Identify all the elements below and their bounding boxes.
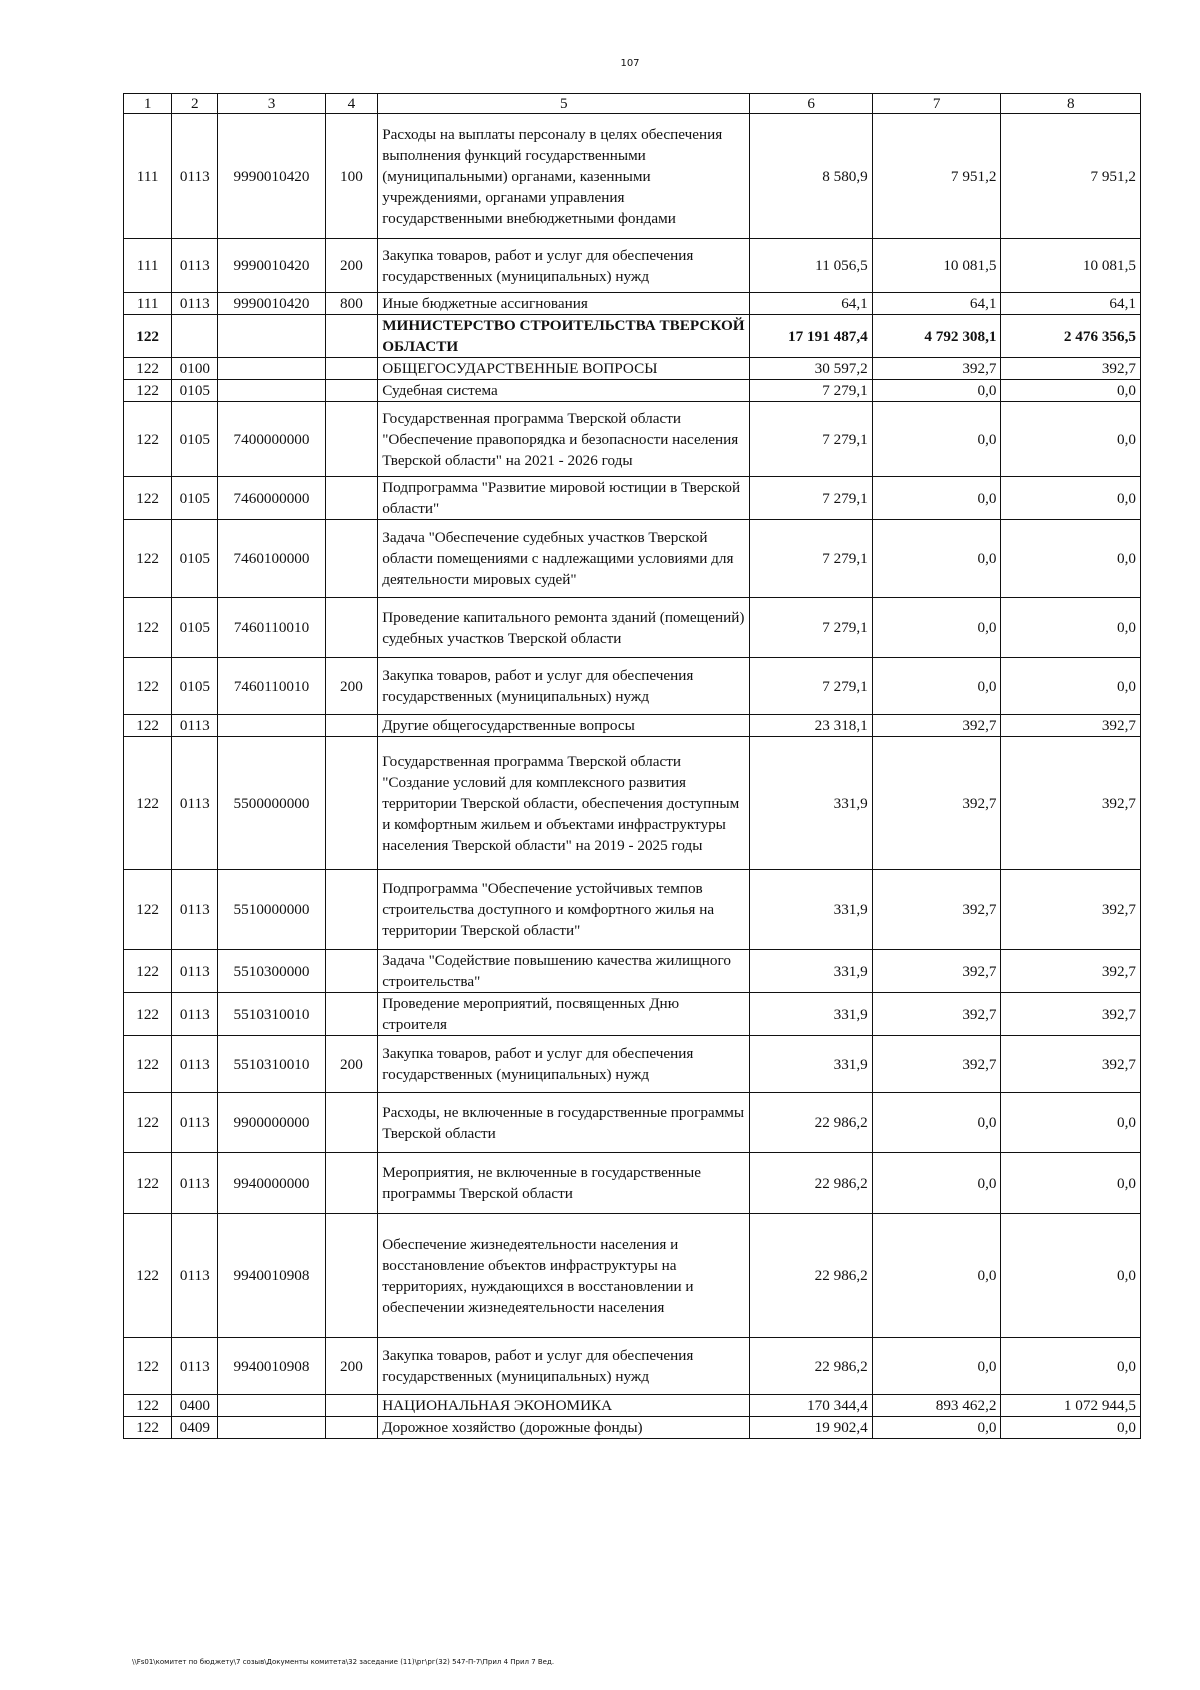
cell-expense-type: [325, 1093, 378, 1153]
cell-target-article: 5510300000: [218, 950, 325, 993]
cell-gov-code: 122: [124, 1417, 172, 1439]
header-cell: 7: [872, 94, 1001, 114]
cell-description: Закупка товаров, работ и услуг для обеспечения государственных (муниципальных) нужд: [378, 658, 750, 715]
cell-target-article: 7460110010: [218, 598, 325, 658]
cell-amount-col6: 22 986,2: [750, 1093, 872, 1153]
cell-description: Дорожное хозяйство (дорожные фонды): [378, 1417, 750, 1439]
cell-section: 0113: [172, 1153, 218, 1214]
cell-description: Государственная программа Тверской области "Обеспечение правопорядка и безопасности населения Тверской области" на 2021 - 2026 годы: [378, 402, 750, 477]
cell-section: 0400: [172, 1395, 218, 1417]
cell-amount-col8: 0,0: [1001, 1214, 1141, 1338]
header-cell: 4: [325, 94, 378, 114]
cell-amount-col7: 0,0: [872, 658, 1001, 715]
cell-amount-col7: 392,7: [872, 737, 1001, 870]
table-row: [124, 1417, 1141, 1439]
cell-amount-col7: 893 462,2: [872, 1395, 1001, 1417]
cell-amount-col7: 392,7: [872, 1036, 1001, 1093]
cell-target-article: 5510310010: [218, 993, 325, 1036]
header-cell: 3: [218, 94, 325, 114]
cell-target-article: 9940010908: [218, 1214, 325, 1338]
cell-target-article: 7460000000: [218, 477, 325, 520]
cell-description: Расходы, не включенные в государственные программы Тверской области: [378, 1093, 750, 1153]
table-row: [124, 402, 1141, 477]
cell-amount-col8: 392,7: [1001, 1036, 1141, 1093]
cell-target-article: 9990010420: [218, 239, 325, 293]
cell-expense-type: [325, 358, 378, 380]
table-header-row: [124, 94, 1141, 114]
cell-gov-code: 122: [124, 598, 172, 658]
table-row: [124, 1338, 1141, 1395]
table-row: [124, 598, 1141, 658]
cell-amount-col7: 0,0: [872, 1093, 1001, 1153]
cell-gov-code: 122: [124, 870, 172, 950]
cell-description: Задача "Обеспечение судебных участков Тверской области помещениями с надлежащими условиями для деятельности мировых судей": [378, 520, 750, 598]
cell-expense-type: [325, 1214, 378, 1338]
cell-target-article: 9900000000: [218, 1093, 325, 1153]
table-row: [124, 114, 1141, 239]
cell-description: Закупка товаров, работ и услуг для обеспечения государственных (муниципальных) нужд: [378, 1338, 750, 1395]
cell-amount-col8: 392,7: [1001, 870, 1141, 950]
cell-amount-col8: 0,0: [1001, 1338, 1141, 1395]
cell-section: 0113: [172, 239, 218, 293]
cell-amount-col6: 331,9: [750, 737, 872, 870]
table-row: [124, 993, 1141, 1036]
cell-expense-type: [325, 1417, 378, 1439]
table-row: [124, 477, 1141, 520]
cell-gov-code: 122: [124, 520, 172, 598]
cell-amount-col7: 392,7: [872, 358, 1001, 380]
cell-expense-type: 200: [325, 239, 378, 293]
cell-amount-col6: 7 279,1: [750, 477, 872, 520]
cell-section: 0113: [172, 114, 218, 239]
table-row: [124, 715, 1141, 737]
cell-gov-code: 122: [124, 737, 172, 870]
cell-amount-col7: 0,0: [872, 1214, 1001, 1338]
cell-expense-type: [325, 520, 378, 598]
cell-section: 0113: [172, 1093, 218, 1153]
cell-description: Иные бюджетные ассигнования: [378, 293, 750, 315]
cell-amount-col8: 0,0: [1001, 380, 1141, 402]
header-cell: 5: [378, 94, 750, 114]
cell-target-article: 7460100000: [218, 520, 325, 598]
cell-expense-type: [325, 598, 378, 658]
header-cell: 2: [172, 94, 218, 114]
file-path-footer: \\Fs01\комитет по бюджету\7 созыв\Документы комитета\32 заседание (11)\рг\рг(32) 547-П-7\Прил 4 Прил 7 Вед.: [132, 1658, 555, 1666]
cell-amount-col6: 17 191 487,4: [750, 315, 872, 358]
header-cell: 1: [124, 94, 172, 114]
cell-target-article: 5510310010: [218, 1036, 325, 1093]
cell-amount-col8: 0,0: [1001, 1153, 1141, 1214]
cell-description: Другие общегосударственные вопросы: [378, 715, 750, 737]
cell-gov-code: 122: [124, 380, 172, 402]
cell-gov-code: 122: [124, 658, 172, 715]
cell-section: 0113: [172, 950, 218, 993]
cell-amount-col8: 0,0: [1001, 1417, 1141, 1439]
cell-target-article: 9990010420: [218, 114, 325, 239]
cell-expense-type: [325, 737, 378, 870]
cell-description: Государственная программа Тверской области "Создание условий для комплексного развития территории Тверской области, обеспечения доступным и комфортным жильем и объектами инфраструктуры населения Тверской области" на 2019 - 2025 годы: [378, 737, 750, 870]
cell-target-article: [218, 715, 325, 737]
cell-target-article: 7400000000: [218, 402, 325, 477]
table-row: [124, 380, 1141, 402]
cell-section: 0105: [172, 598, 218, 658]
table-row: [124, 239, 1141, 293]
cell-target-article: [218, 1417, 325, 1439]
table-row: [124, 950, 1141, 993]
cell-amount-col7: 64,1: [872, 293, 1001, 315]
cell-target-article: 7460110010: [218, 658, 325, 715]
cell-target-article: 5500000000: [218, 737, 325, 870]
cell-amount-col6: 23 318,1: [750, 715, 872, 737]
cell-description: Судебная система: [378, 380, 750, 402]
cell-expense-type: 100: [325, 114, 378, 239]
cell-amount-col6: 11 056,5: [750, 239, 872, 293]
cell-amount-col6: 22 986,2: [750, 1338, 872, 1395]
cell-amount-col6: 8 580,9: [750, 114, 872, 239]
cell-description: Обеспечение жизнедеятельности населения и восстановление объектов инфраструктуры на территориях, нуждающихся в восстановлении и обеспечении жизнедеятельности населения: [378, 1214, 750, 1338]
table-row: [124, 358, 1141, 380]
cell-amount-col7: 0,0: [872, 402, 1001, 477]
cell-section: 0100: [172, 358, 218, 380]
cell-gov-code: 122: [124, 1214, 172, 1338]
cell-section: 0113: [172, 1338, 218, 1395]
cell-expense-type: [325, 950, 378, 993]
cell-gov-code: 111: [124, 239, 172, 293]
cell-section: 0105: [172, 402, 218, 477]
cell-expense-type: [325, 870, 378, 950]
cell-section: 0113: [172, 737, 218, 870]
cell-description: Расходы на выплаты персоналу в целях обеспечения выполнения функций государственными (муниципальными) органами, казенными учреждениями, органами управления государственными внебюджетными фондами: [378, 114, 750, 239]
cell-amount-col6: 7 279,1: [750, 380, 872, 402]
cell-gov-code: 122: [124, 358, 172, 380]
cell-target-article: 9940010908: [218, 1338, 325, 1395]
cell-amount-col8: 0,0: [1001, 520, 1141, 598]
cell-description: Проведение мероприятий, посвященных Дню строителя: [378, 993, 750, 1036]
cell-target-article: [218, 380, 325, 402]
cell-amount-col8: 0,0: [1001, 402, 1141, 477]
cell-target-article: [218, 1395, 325, 1417]
cell-amount-col6: 7 279,1: [750, 658, 872, 715]
cell-section: 0409: [172, 1417, 218, 1439]
table-row: [124, 870, 1141, 950]
cell-amount-col8: 10 081,5: [1001, 239, 1141, 293]
cell-gov-code: 122: [124, 950, 172, 993]
cell-amount-col7: 10 081,5: [872, 239, 1001, 293]
cell-gov-code: 111: [124, 293, 172, 315]
cell-description: ОБЩЕГОСУДАРСТВЕННЫЕ ВОПРОСЫ: [378, 358, 750, 380]
table-row: [124, 658, 1141, 715]
cell-gov-code: 122: [124, 315, 172, 358]
cell-amount-col8: 2 476 356,5: [1001, 315, 1141, 358]
cell-amount-col8: 0,0: [1001, 477, 1141, 520]
cell-target-article: 5510000000: [218, 870, 325, 950]
cell-section: 0105: [172, 520, 218, 598]
cell-amount-col7: 0,0: [872, 1338, 1001, 1395]
cell-section: 0113: [172, 715, 218, 737]
cell-gov-code: 122: [124, 1395, 172, 1417]
cell-description: МИНИСТЕРСТВО СТРОИТЕЛЬСТВА ТВЕРСКОЙ ОБЛАСТИ: [378, 315, 750, 358]
cell-expense-type: 200: [325, 1338, 378, 1395]
cell-amount-col6: 19 902,4: [750, 1417, 872, 1439]
table-row: [124, 1153, 1141, 1214]
cell-amount-col8: 0,0: [1001, 1093, 1141, 1153]
cell-description: Мероприятия, не включенные в государственные программы Тверской области: [378, 1153, 750, 1214]
cell-description: Задача "Содействие повышению качества жилищного строительства": [378, 950, 750, 993]
header-cell: 6: [750, 94, 872, 114]
cell-expense-type: [325, 1395, 378, 1417]
cell-gov-code: 122: [124, 993, 172, 1036]
cell-amount-col8: 392,7: [1001, 358, 1141, 380]
cell-gov-code: 122: [124, 1093, 172, 1153]
cell-expense-type: [325, 477, 378, 520]
cell-amount-col6: 331,9: [750, 1036, 872, 1093]
cell-amount-col7: 7 951,2: [872, 114, 1001, 239]
cell-section: 0113: [172, 1036, 218, 1093]
cell-target-article: 9990010420: [218, 293, 325, 315]
cell-amount-col6: 331,9: [750, 870, 872, 950]
cell-description: НАЦИОНАЛЬНАЯ ЭКОНОМИКА: [378, 1395, 750, 1417]
table-row: [124, 1214, 1141, 1338]
cell-amount-col8: 7 951,2: [1001, 114, 1141, 239]
cell-amount-col7: 0,0: [872, 520, 1001, 598]
cell-amount-col7: 392,7: [872, 870, 1001, 950]
cell-expense-type: 200: [325, 658, 378, 715]
cell-amount-col8: 392,7: [1001, 993, 1141, 1036]
table-row: [124, 737, 1141, 870]
cell-expense-type: [325, 380, 378, 402]
cell-section: 0113: [172, 993, 218, 1036]
cell-gov-code: 122: [124, 1153, 172, 1214]
cell-amount-col6: 331,9: [750, 950, 872, 993]
table-row: [124, 1395, 1141, 1417]
cell-amount-col6: 7 279,1: [750, 520, 872, 598]
cell-section: 0113: [172, 870, 218, 950]
cell-amount-col6: 7 279,1: [750, 598, 872, 658]
cell-gov-code: 122: [124, 715, 172, 737]
cell-amount-col6: 22 986,2: [750, 1214, 872, 1338]
cell-section: 0105: [172, 658, 218, 715]
table-row: [124, 293, 1141, 315]
cell-amount-col7: 0,0: [872, 598, 1001, 658]
cell-amount-col6: 170 344,4: [750, 1395, 872, 1417]
header-cell: 8: [1001, 94, 1141, 114]
cell-section: 0113: [172, 293, 218, 315]
table-row: [124, 1036, 1141, 1093]
cell-description: Закупка товаров, работ и услуг для обеспечения государственных (муниципальных) нужд: [378, 239, 750, 293]
cell-amount-col7: 0,0: [872, 477, 1001, 520]
cell-description: Закупка товаров, работ и услуг для обеспечения государственных (муниципальных) нужд: [378, 1036, 750, 1093]
cell-expense-type: 800: [325, 293, 378, 315]
cell-description: Проведение капитального ремонта зданий (помещений) судебных участков Тверской области: [378, 598, 750, 658]
cell-section: 0105: [172, 380, 218, 402]
cell-amount-col6: 64,1: [750, 293, 872, 315]
cell-expense-type: [325, 1153, 378, 1214]
cell-target-article: [218, 315, 325, 358]
cell-amount-col8: 0,0: [1001, 658, 1141, 715]
cell-amount-col7: 392,7: [872, 950, 1001, 993]
cell-amount-col8: 392,7: [1001, 950, 1141, 993]
cell-amount-col7: 0,0: [872, 1153, 1001, 1214]
cell-target-article: [218, 358, 325, 380]
cell-expense-type: [325, 993, 378, 1036]
cell-amount-col8: 392,7: [1001, 715, 1141, 737]
budget-table: [123, 93, 1141, 1439]
cell-gov-code: 122: [124, 477, 172, 520]
cell-section: [172, 315, 218, 358]
cell-amount-col7: 392,7: [872, 993, 1001, 1036]
cell-gov-code: 122: [124, 1338, 172, 1395]
cell-description: Подпрограмма "Обеспечение устойчивых темпов строительства доступного и комфортного жилья на территории Тверской области": [378, 870, 750, 950]
cell-expense-type: 200: [325, 1036, 378, 1093]
cell-amount-col7: 4 792 308,1: [872, 315, 1001, 358]
cell-amount-col7: 0,0: [872, 380, 1001, 402]
cell-description: Подпрограмма "Развитие мировой юстиции в Тверской области": [378, 477, 750, 520]
cell-expense-type: [325, 402, 378, 477]
cell-gov-code: 111: [124, 114, 172, 239]
cell-amount-col7: 392,7: [872, 715, 1001, 737]
cell-amount-col6: 30 597,2: [750, 358, 872, 380]
cell-gov-code: 122: [124, 1036, 172, 1093]
table-row: [124, 315, 1141, 358]
cell-expense-type: [325, 315, 378, 358]
cell-amount-col8: 392,7: [1001, 737, 1141, 870]
cell-amount-col6: 22 986,2: [750, 1153, 872, 1214]
cell-section: 0105: [172, 477, 218, 520]
cell-section: 0113: [172, 1214, 218, 1338]
cell-amount-col6: 331,9: [750, 993, 872, 1036]
cell-amount-col8: 1 072 944,5: [1001, 1395, 1141, 1417]
page-number: 107: [620, 58, 640, 69]
cell-target-article: 9940000000: [218, 1153, 325, 1214]
cell-amount-col8: 64,1: [1001, 293, 1141, 315]
cell-amount-col7: 0,0: [872, 1417, 1001, 1439]
cell-amount-col6: 7 279,1: [750, 402, 872, 477]
cell-gov-code: 122: [124, 402, 172, 477]
cell-amount-col8: 0,0: [1001, 598, 1141, 658]
table-row: [124, 1093, 1141, 1153]
cell-expense-type: [325, 715, 378, 737]
table-row: [124, 520, 1141, 598]
